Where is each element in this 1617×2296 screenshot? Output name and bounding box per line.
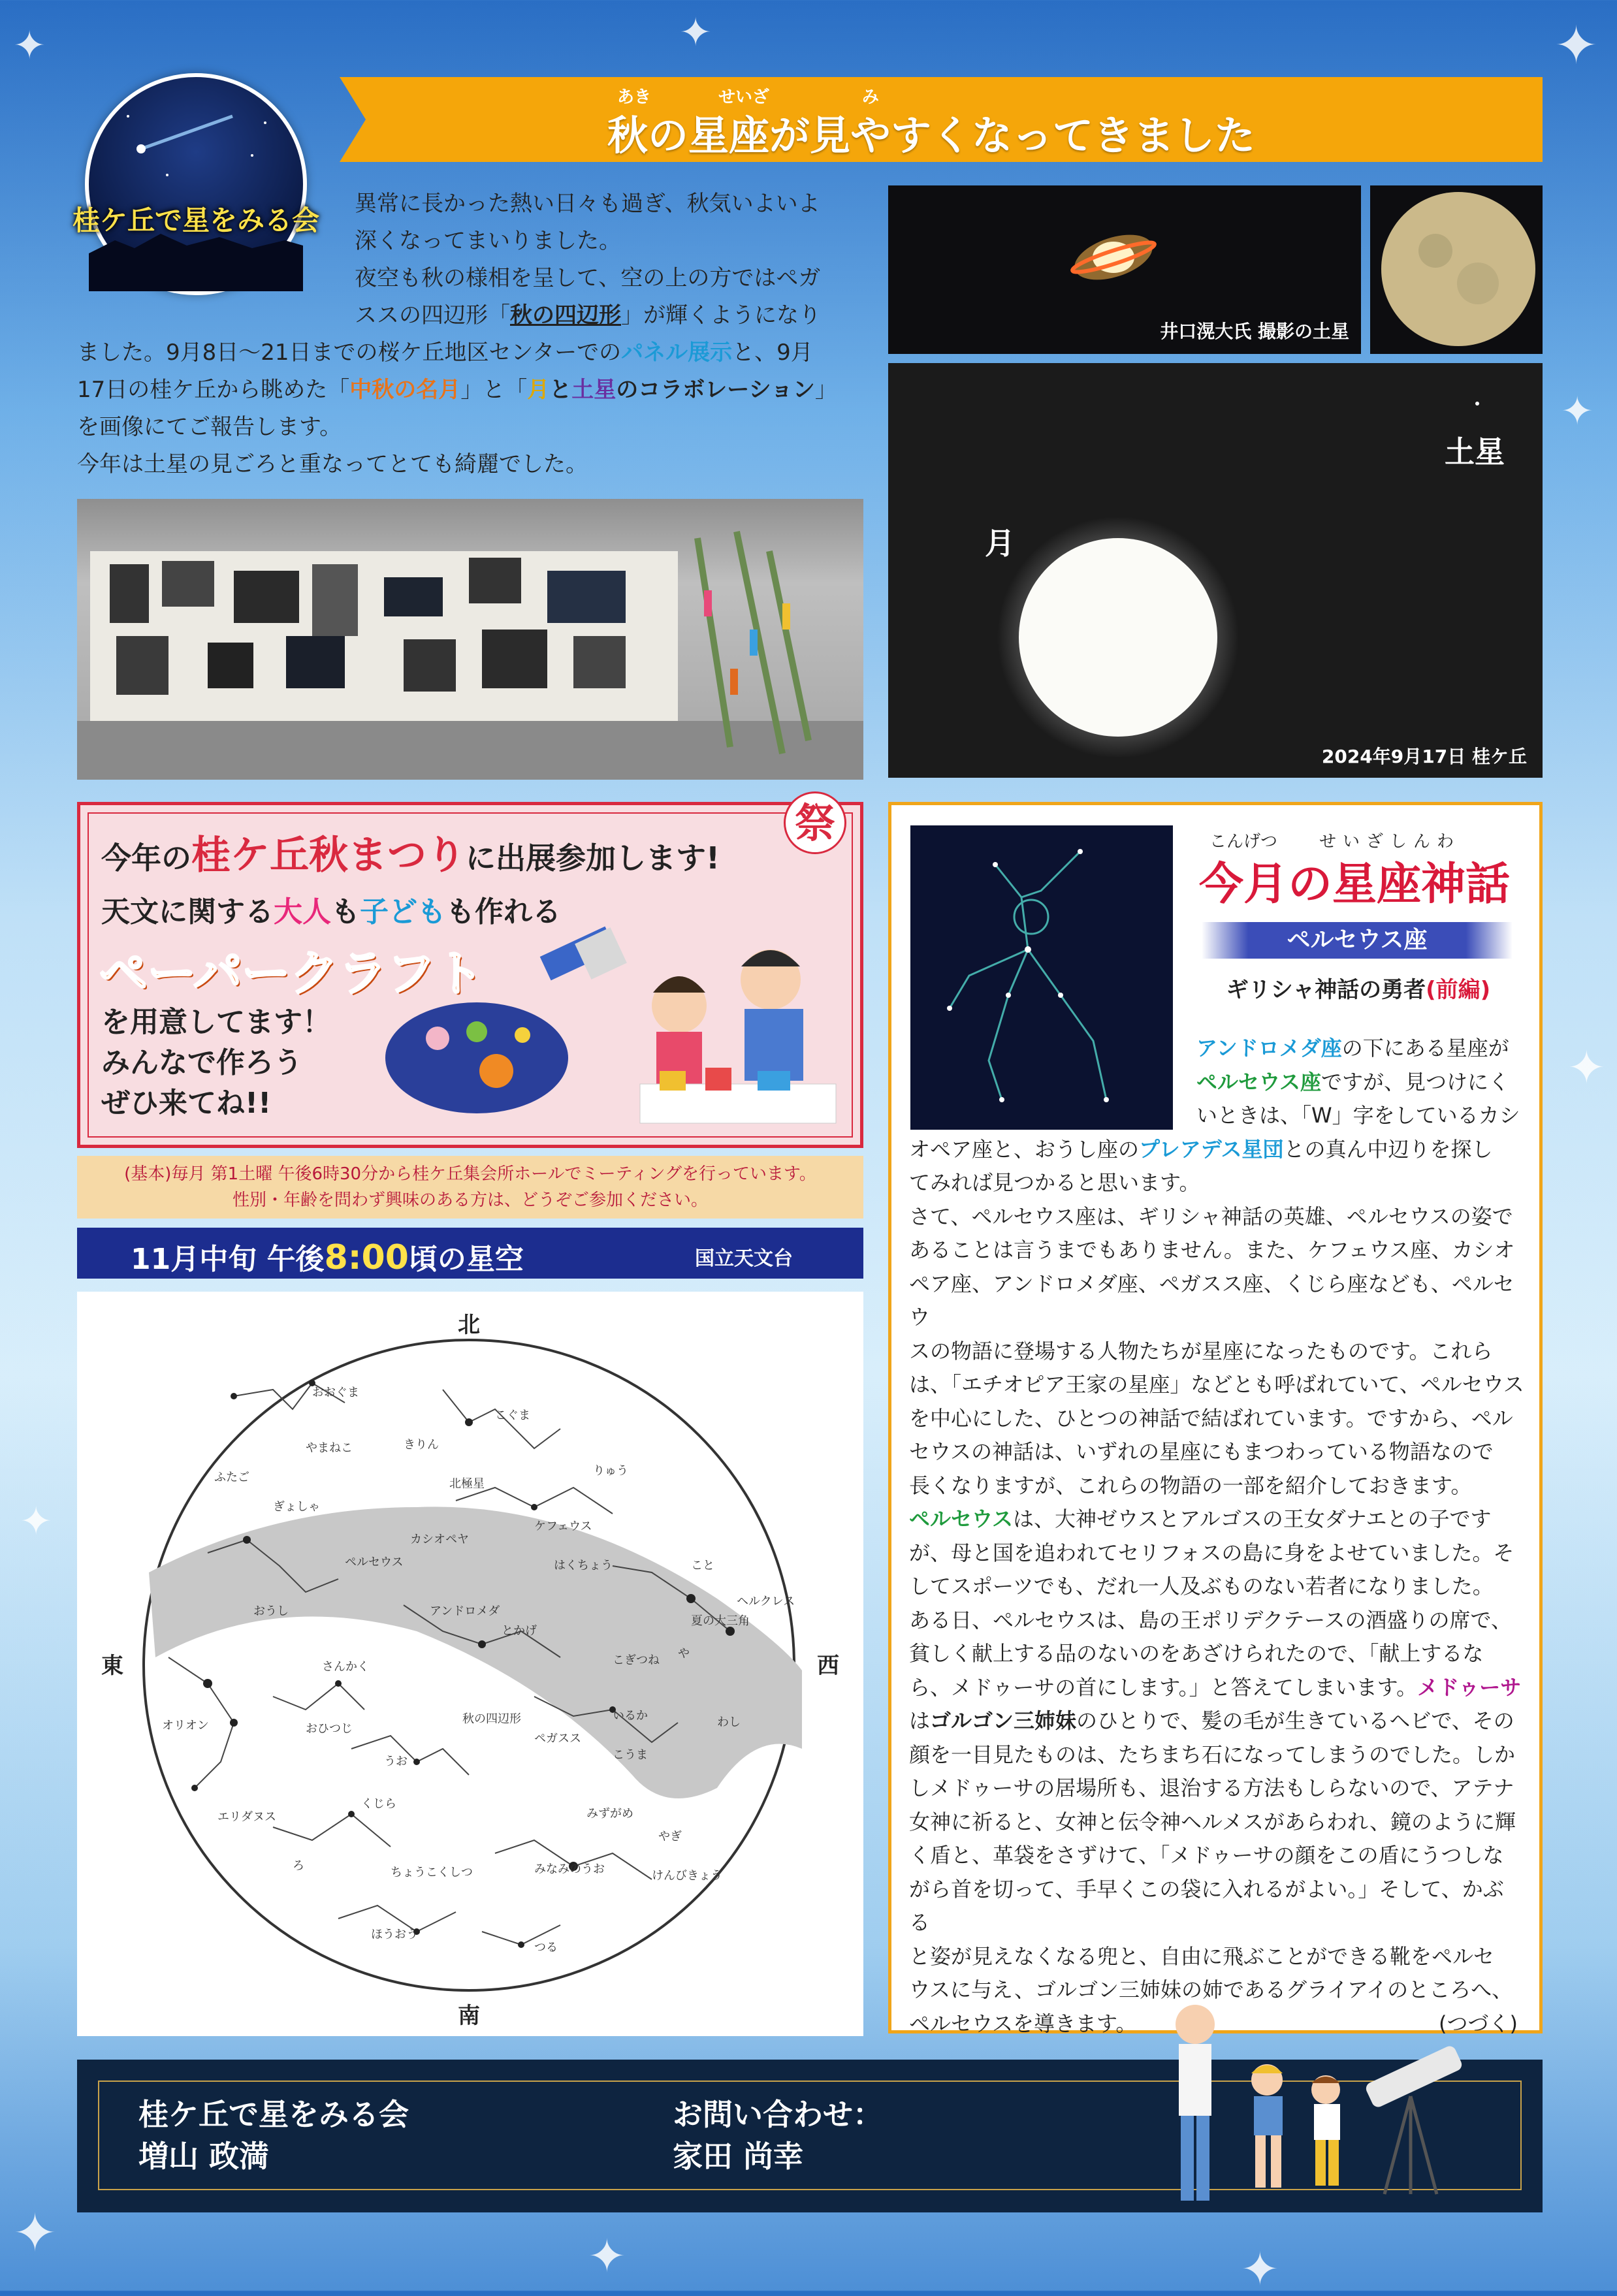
text-medusa: メドゥーサ (1417, 1674, 1522, 1700)
text: は、大神ゼウスとアルゴスの王女ダナエとの子です (1013, 1507, 1492, 1531)
myth-line: てみれば見つかると思います。 (909, 1170, 1200, 1195)
background-star: ✦ (679, 10, 712, 56)
label-moon: 月 (985, 526, 1015, 561)
title-ruby: あき (617, 88, 652, 107)
constellation-label: わし (717, 1715, 741, 1729)
sky-chart-header (77, 1228, 863, 1279)
text: 」と「 (460, 377, 528, 403)
myth-line (909, 1671, 1524, 1705)
constellation-label: うお (384, 1755, 408, 1768)
myth-line (909, 1032, 1524, 1066)
footer-contact (673, 2094, 883, 2177)
meeting-line: (基本)毎月 第1土曜 午後6時30分から桂ケ丘集会所ホールでミーティングを行っています。 (124, 1164, 816, 1184)
footer-organization (138, 2094, 409, 2177)
constellation-label: 秋の四辺形 (462, 1712, 521, 1726)
constellation-label: やまねこ (306, 1441, 353, 1455)
star-chart-map (77, 1292, 863, 2036)
constellation-label: ろ (293, 1859, 304, 1873)
contact-label: お問い合わせ： (673, 2097, 883, 2132)
meeting-notice (77, 1156, 863, 1219)
constellation-label: ほうおう (371, 1928, 418, 1941)
star-chart (77, 1292, 863, 2036)
saturn-caption: 井口滉大氏 撮影の土星 (1160, 321, 1349, 342)
constellation-label: こぐま (495, 1409, 530, 1422)
text: ですが、見つけにく (1321, 1069, 1510, 1094)
myth-line (909, 1503, 1524, 1537)
myth-ruby: こんげつ (1209, 832, 1278, 852)
myth-line (909, 1704, 1524, 1738)
intro-line: 深くなってまいりました。 (355, 228, 621, 254)
intro-line: 今年は土星の見ごろと重なってとても綺麗でした。 (77, 451, 588, 477)
myth-line: しメドゥーサの居場所も、退治する方法もしらないので、アテナ (909, 1776, 1514, 1800)
text-part-label: (前編) (1426, 977, 1491, 1003)
myth-line: あることは言うまでもありません。また、ケフェウス座、カシオ (909, 1237, 1515, 1262)
festival-name: 桂ケ丘秋まつり (191, 833, 466, 878)
highlight-saturn: 土星 (571, 377, 616, 403)
saturn-photo (888, 185, 1361, 354)
constellation-label: ヘルクレス (737, 1595, 795, 1608)
text: の下にある星座が (1341, 1036, 1509, 1060)
festival-line: みんなで作ろう (101, 1046, 302, 1079)
logo-label: 桂ケ丘で星をみる会 (72, 204, 319, 236)
text: は (909, 1708, 931, 1733)
constellation-label: こぎつね (613, 1653, 660, 1667)
text: 」 (814, 377, 837, 403)
text: ペルセウスを導きます。 (909, 2011, 1137, 2036)
paper-craft-illustration (366, 895, 849, 1136)
text: との真ん中辺りを探し (1283, 1136, 1493, 1162)
direction-north: 北 (458, 1312, 480, 1338)
intro-line: 夜空も秋の様相を呈して、空の上の方ではペガ (355, 265, 821, 291)
moon-saturn-photo (888, 363, 1543, 778)
moon-glow-image (888, 363, 1543, 778)
constellation-label: 夏の大三角 (691, 1614, 750, 1628)
paper-craft-title: ペーパークラフト (99, 946, 484, 1002)
festival-headline (101, 824, 720, 880)
text: 」が輝くようになり (621, 302, 821, 328)
background-star: ✦ (20, 1499, 53, 1544)
text: 頃の星空 (408, 1243, 524, 1276)
myth-ruby: せいざしんわ (1319, 832, 1461, 852)
sky-chart-title (131, 1236, 524, 1277)
stargazing-illustration (1149, 1998, 1489, 2220)
myth-line: が、母と国を追われてセリフォスの島に身をよせていました。そ (909, 1540, 1514, 1565)
constellation-label: おひつじ (306, 1722, 353, 1736)
constellation-label: みなみのうお (534, 1862, 605, 1876)
text: ら、メドゥーサの首にします。」と答えてしまいます。 (909, 1674, 1418, 1700)
myth-line (909, 1066, 1524, 1100)
myth-line: 顔を一目見たものは、たちまち石になってしまうのでした。しか (909, 1742, 1516, 1767)
constellation-label: みずがめ (586, 1807, 633, 1821)
text-gorgon: ゴルゴン三姉妹 (930, 1708, 1077, 1733)
text: と、9月 (732, 340, 813, 366)
intro-text (77, 185, 867, 483)
intro-line (77, 297, 867, 334)
constellation-label: おうし (253, 1604, 289, 1618)
text: ギリシャ神話の勇者 (1226, 977, 1426, 1003)
myth-body (909, 1032, 1524, 2041)
text-perseus: ペルセウス座 (1196, 1069, 1322, 1094)
text-adults: 大人 (274, 895, 331, 929)
title-ruby: せいざ (718, 88, 770, 107)
background-star: ✦ (13, 23, 46, 69)
exhibit-board-image (77, 499, 863, 780)
myth-line: いときは、「W」字をしているカシ (1196, 1103, 1520, 1128)
text: ススの四辺形「 (355, 302, 510, 328)
text: と (549, 377, 572, 403)
org-name: 桂ケ丘で星をみる会 (138, 2097, 409, 2132)
constellation-label: ケフェウス (534, 1520, 592, 1533)
intro-line (77, 334, 867, 372)
moon-photo-small (1370, 185, 1543, 354)
festival-badge: 祭 (784, 791, 846, 854)
constellation-label: エリダヌス (217, 1810, 276, 1824)
myth-line: を中心にした、ひとつの神話で結ばれています。ですから、ペル (909, 1405, 1513, 1431)
constellation-label: こと (691, 1559, 714, 1572)
text: オペア座と、おうし座の (909, 1136, 1140, 1162)
photo-date-caption: 2024年9月17日 桂ケ丘 (1321, 746, 1527, 767)
text-children: 子ども (360, 895, 446, 929)
festival-line: ぜひ来てね!! (101, 1087, 272, 1120)
constellation-label: くじら (361, 1797, 396, 1811)
text-pleiades: プレアデス星団 (1139, 1136, 1284, 1162)
text: 11月中旬 午後 (131, 1243, 325, 1276)
constellation-label: カシオペヤ (410, 1533, 469, 1546)
constellation-label: オリオン (162, 1719, 209, 1732)
constellation-label: アンドロメダ (430, 1604, 500, 1618)
myth-line: 長くなりますが、これらの物語の一部を紹介しておきます。 (909, 1473, 1472, 1498)
constellation-name-badge: ペルセウス座 (1202, 922, 1513, 959)
constellation-label: はくちょう (554, 1559, 613, 1572)
text-perseus: ペルセウス (909, 1507, 1014, 1531)
highlight-panel-exhibit: パネル展示 (621, 340, 733, 366)
myth-line: さて、ペルセウス座は、ギリシャ神話の英雄、ペルセウスの姿で (909, 1204, 1513, 1229)
myth-line: 女神に祈ると、女神と伝令神ヘルメスがあらわれ、鏡のように輝 (909, 1809, 1516, 1834)
text: に出展参加します! (466, 840, 720, 876)
constellation-label: やぎ (658, 1830, 682, 1843)
page-title: 秋の星座が見やすくなってきました (607, 112, 1256, 159)
myth-line: セウスの神話は、いずれの星座にもまつわっている物語なので (909, 1439, 1494, 1464)
highlight-harvest-moon: 中秋の名月 (349, 377, 461, 403)
direction-east: 東 (101, 1653, 123, 1679)
text: 天文に関する (101, 895, 274, 929)
constellation-label: こうま (613, 1748, 648, 1762)
intro-line (77, 372, 867, 409)
highlight-collab: のコラボレーション (616, 377, 815, 403)
constellation-label: りゅう (593, 1464, 628, 1478)
myth-line: スの物語に登場する人物たちが星座になったものです。これら (909, 1338, 1493, 1363)
festival-body (101, 1002, 331, 1124)
text: も (331, 895, 360, 929)
myth-line: ある日、ペルセウスは、島の王ポリデクテースの酒盛りの席で、 (909, 1607, 1512, 1633)
myth-line: は、「エチオピア王家の星座」などとも呼ばれていて、ペルセウス (909, 1372, 1524, 1397)
continued-label: (つづく) (1439, 2011, 1518, 2036)
direction-west: 西 (817, 1653, 839, 1679)
text: 17日の桂ケ丘から眺めた「 (77, 377, 350, 403)
constellation-label: きりん (404, 1438, 439, 1452)
constellation-label: 北極星 (449, 1477, 485, 1491)
panel-exhibit-photo (77, 499, 863, 780)
constellation-label: いるか (613, 1709, 648, 1723)
constellation-label: おおぐま (312, 1386, 359, 1399)
myth-subtitle (1208, 972, 1509, 1004)
constellation-label: けんびきょう (652, 1869, 722, 1883)
myth-line: ペア座、アンドロメダ座、ペガスス座、くじら座なども、ペルセウ (909, 1271, 1514, 1330)
text: のひとりで、髪の毛が生きているヘビで、その (1076, 1708, 1514, 1733)
constellation-label: つる (534, 1941, 558, 1954)
constellation-label: さんかく (322, 1660, 369, 1674)
meeting-line: 性別・年齢を問わず興味のある方は、どうぞご参加ください。 (232, 1190, 708, 1210)
myth-line (909, 1133, 1524, 1167)
myth-line: と姿が見えなくなる兜と、自由に飛ぶことができる靴をペルセ (909, 1943, 1495, 1969)
myth-line: く盾と、革袋をさずけて、「メドゥーサの顔をこの盾にうつしな (909, 1843, 1504, 1868)
highlight-moon: 月 (527, 377, 550, 403)
title-ruby: み (862, 88, 880, 107)
direction-south: 南 (458, 2003, 480, 2029)
constellation-label: ペルセウス (345, 1555, 404, 1569)
myth-title: 今月の星座神話 (1199, 858, 1511, 910)
myth-line: ウスに与え、ゴルゴン三姉妹の姉であるグライアイのところへ、 (909, 1977, 1513, 2002)
text: も作れる (446, 895, 561, 929)
constellation-label: ふたご (214, 1471, 249, 1484)
org-representative: 増山 政満 (138, 2139, 270, 2174)
constellation-label: や (678, 1647, 690, 1661)
constellation-label: ちょうこくしつ (391, 1866, 473, 1879)
highlight-autumn-square: 秋の四辺形 (510, 302, 621, 328)
full-moon-image (1370, 185, 1543, 354)
festival-line: を用意してます！ (101, 1006, 331, 1039)
background-star: ✦ (1567, 1041, 1606, 1094)
constellation-label: ぎょしゃ (273, 1500, 320, 1514)
myth-line: がら首を切って、手早くこの袋に入れるがよい。」そして、かぶる (909, 1876, 1504, 1935)
background-star: ✦ (13, 2203, 57, 2263)
sky-chart-credit: 国立天文台 (695, 1247, 793, 1270)
myth-line: 貧しく献上する品のないのをあざけられたので、「献上するな (909, 1641, 1484, 1666)
intro-line: を画像にてご報告します。 (77, 414, 342, 440)
background-star: ✦ (588, 2229, 626, 2283)
constellation-label: とかげ (502, 1624, 537, 1638)
constellation-label: ペガスス (534, 1732, 581, 1746)
label-saturn: 土星 (1445, 434, 1505, 470)
text-andromeda: アンドロメダ座 (1196, 1036, 1342, 1060)
time-highlight: 8:00 (324, 1238, 409, 1277)
background-star: ✦ (1554, 15, 1599, 76)
background-star: ✦ (1241, 2242, 1279, 2296)
background-star: ✦ (1561, 389, 1594, 434)
text: 今年の (101, 840, 191, 876)
contact-person: 家田 尚幸 (673, 2139, 804, 2174)
text: ました。9月8日〜21日までの桜ケ丘地区センターでの (77, 340, 622, 366)
intro-line: 異常に長かった熱い日々も過ぎ、秋気いよいよ (355, 191, 820, 217)
myth-line: してスポーツでも、だれ一人及ぶものない若者になりました。 (909, 1574, 1494, 1599)
